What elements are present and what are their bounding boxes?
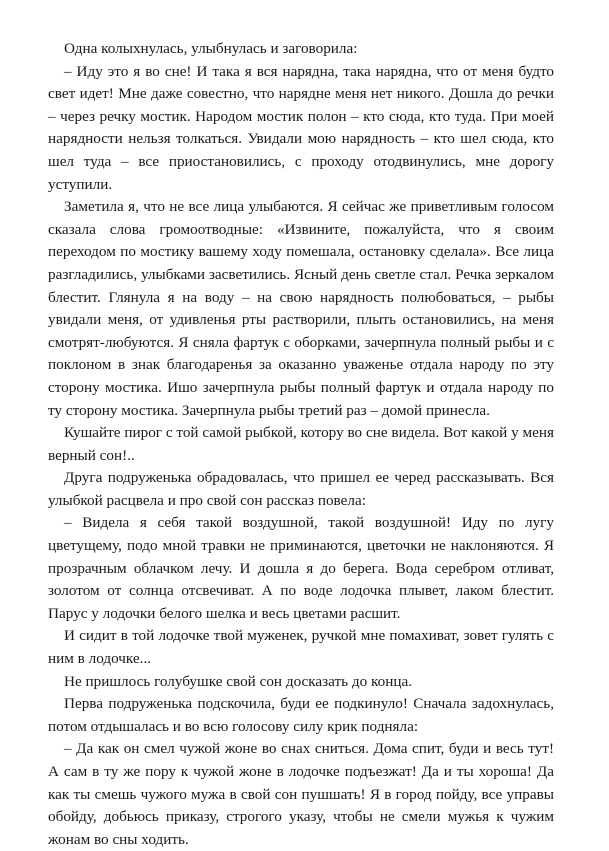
paragraph-5: Друга подруженька обрадовалась, что пришел ее черед рассказывать. Вся улыбкой расцвела и про свой сон рассказ повела: bbox=[48, 469, 554, 509]
paragraph-3: Заметила я, что не все лица улыбаются. Я сейчас же приветливым голосом сказала слова громоотводные: «Извините, пожалуйста, что я своим переходом по мостику вашему ходу помешала, остановку сделала». Все лица разгладились, улыбками засветились. Ясный день светле стал. Речка зеркалом блестит. Глянула я на воду – на свою нарядность полюбоваться, – рыбы увидали меня, от удивленья рты растворили, плыть остановились, на меня смотрят-любуются. Я сняла фартук с оборками, зачерпнула полный рыбы и с поклоном в знак благодаренья за оказанно уваженье отдала народу по эту сторону мостика. Ишо зачерпнула рыбы полный фартук и отдала народу по ту сторону мостика. Зачерпнула рыбы третий раз – домой принесла. bbox=[48, 198, 554, 419]
paragraph-9: Перва подруженька подскочила, буди ее подкинуло! Сначала задохнулась, потом отдышалась и во всю голосову силу крик подняла: bbox=[48, 695, 554, 735]
paragraph-6: – Видела я себя такой воздушной, такой воздушной! Иду по лугу цветущему, подо мной травки не приминаются, цветочки не наклоняются. Я прозрачным облачком лечу. И дошла я до берега. Вода серебром отливат, золотом от солнца отсвечиват. А по воде лодочка плывет, лаком блестит. Парус у лодочки белого шелка и весь цветами расшит. bbox=[48, 514, 554, 622]
paragraph-1: Одна колыхнулась, улыбнулась и заговорила: bbox=[64, 40, 358, 57]
paragraph-7: И сидит в той лодочке твой муженек, ручкой мне помахиват, зовет гулять с ним в лодочке... bbox=[48, 627, 554, 668]
paragraph-10: – Да как он смел чужой жоне во снах сниться. Дома спит, буди и весь тут! А сам в ту же пору к чужой жоне в лодочке подъезжат! Да и ты хороша! Да как ты смешь чужого мужа в свой сон пушшать! Я в город пойду, все управы обойду, добьюсь приказу, строгого указу, чтобы не смели мужья к чужим жонам во сны ходить. bbox=[48, 740, 554, 848]
paragraph-8: Не пришлось голубушке свой сон досказать до конца. bbox=[64, 672, 412, 690]
paragraph-2: – Иду это я во сне! И така я вся нарядна, така нарядна, что от меня будто свет идет! Мне даже совестно, что нарядне меня нет никого. Дошла до речки – через речку мостик. Народом мостик полон – кто сюда, кто туда. При моей нарядности нельзя толкаться. Увидали мою нарядность – кто шел сюда, кто шел туда – все приостановились, с проходу отодвинулись, мне дорогу уступили. bbox=[48, 62, 554, 193]
paragraph-4: Кушайте пирог с той самой рыбкой, котору во сне видела. Вот какой у меня верный сон!.. bbox=[48, 424, 554, 464]
